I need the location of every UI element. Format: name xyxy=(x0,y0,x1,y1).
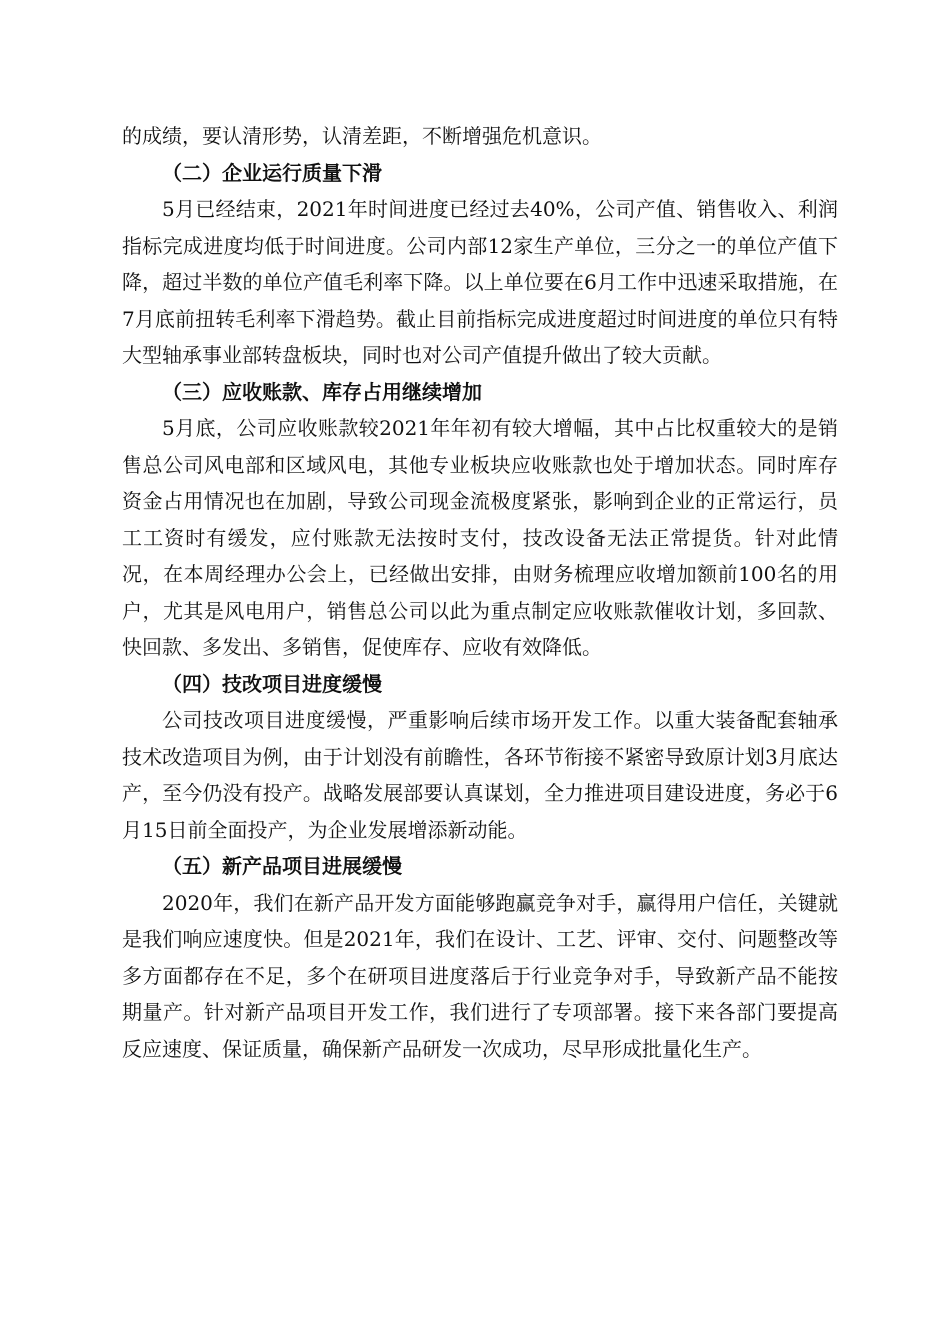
section-2-heading: （二）企业运行质量下滑 xyxy=(162,160,382,185)
section-5-heading: （五）新产品项目进展缓慢 xyxy=(162,854,402,878)
section-3-heading: （三）应收账款、库存占用继续增加 xyxy=(162,379,482,404)
section-5-body: 2020年，我们在新产品开发方面能够跑赢竞争对手，赢得用户信任，关键就是我们响应速度快。但是2021年，我们在设计、工艺、评审、交付、问题整改等多方面都存在不足，多个在研项目进度落后于行业竞争对手，导致新产品不能按期量产。针对新产品项目开发工作，我们进行了专项部署。接下来各部门要提高反应速度、保证质量，确保新产品研发一次成功，尽早形成批量化生产。 xyxy=(122,890,838,1061)
section-3-body: 5月底，公司应收账款较2021年年初有较大增幅，其中占比权重较大的是销售总公司风电部和区域风电，其他专业板块应收账款也处于增加状态。同时库存资金占用情况也在加剧，导致公司现金流极度紧张，影响到企业的正常运行，员工工资时有缓发，应付账款无法按时支付，技改设备无法正常提货。针对此情况，在本周经理办公会上，已经做出安排，由财务梳理应收增加额前100名的用户，尤其是风电用户，销售总公司以此为重点制定应收账款催收计划，多回款、快回款、多发出、多销售，促使库存、应收有效降低。 xyxy=(122,416,838,659)
section-2-body: 5月已经结束，2021年时间进度已经过去40%，公司产值、销售收入、利润指标完成进度均低于时间进度。公司内部12家生产单位，三分之一的单位产值下降，超过半数的单位产值毛利率下降。以上单位要在6月工作中迅速采取措施，在7月底前扭转毛利率下滑趋势。截止目前指标完成进度超过时间进度的单位只有特大型轴承事业部转盘板块，同时也对公司产值提升做出了较大贡献。 xyxy=(122,197,838,367)
section-4-body: 公司技改项目进度缓慢，严重影响后续市场开发工作。以重大装备配套轴承技术改造项目为例，由于计划没有前瞻性，各环节衔接不紧密导致原计划3月底达产，至今仍没有投产。战略发展部要认真谋划，全力推进项目建设进度，务必于6月15日前全面投产，为企业发展增添新动能。 xyxy=(122,708,838,842)
document-page xyxy=(122,118,838,1067)
section-4-heading: （四）技改项目进度缓慢 xyxy=(162,671,382,696)
intro-continuation: 的成绩，要认清形势，认清差距，不断增强危机意识。 xyxy=(122,124,602,148)
